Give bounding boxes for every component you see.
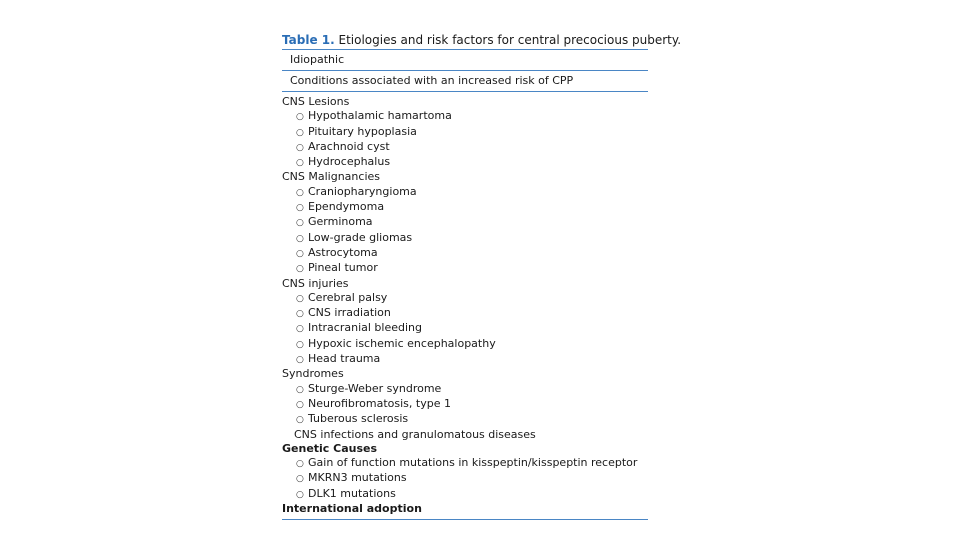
circle-bullet-icon: ○ bbox=[296, 158, 304, 169]
list-item: ○ Arachnoid cyst bbox=[282, 140, 648, 155]
circle-bullet-icon: ○ bbox=[296, 127, 304, 138]
list-item: ○ Craniopharyngioma bbox=[282, 185, 648, 200]
circle-bullet-icon: ○ bbox=[296, 112, 304, 123]
table-bottom-rule bbox=[282, 519, 648, 520]
list-item: ○ Astrocytoma bbox=[282, 246, 648, 261]
list-item: ○ Neurofibromatosis, type 1 bbox=[282, 397, 648, 412]
list-item: ○ Hydrocephalus bbox=[282, 155, 648, 170]
list-item: ○ Gain of function mutations in kisspeptin/kisspeptin receptor bbox=[282, 456, 648, 471]
list-item: ○ MKRN3 mutations bbox=[282, 471, 648, 486]
list-item: ○ Ependymoma bbox=[282, 200, 648, 215]
category-genetic-causes: Genetic Causes bbox=[282, 441, 378, 455]
circle-bullet-icon: ○ bbox=[296, 355, 304, 366]
category-syndromes: Syndromes bbox=[282, 367, 344, 381]
circle-bullet-icon: ○ bbox=[296, 474, 304, 485]
list-item: ○ Hypothalamic hamartoma bbox=[282, 109, 648, 124]
circle-bullet-icon: ○ bbox=[296, 293, 304, 304]
circle-bullet-icon: ○ bbox=[296, 248, 304, 259]
category-cns-lesions: CNS Lesions bbox=[282, 95, 350, 108]
circle-bullet-icon: ○ bbox=[296, 339, 304, 350]
circle-bullet-icon: ○ bbox=[296, 384, 304, 395]
list-item: ○ DLK1 mutations bbox=[282, 487, 648, 502]
circle-bullet-icon: ○ bbox=[296, 324, 304, 335]
circle-bullet-icon: ○ bbox=[296, 309, 304, 320]
list-item: ○ Intracranial bleeding bbox=[282, 321, 648, 336]
list-item: ○ Pineal tumor bbox=[282, 261, 648, 276]
circle-bullet-icon: ○ bbox=[296, 218, 304, 229]
list-item: ○ Sturge-Weber syndrome bbox=[282, 382, 648, 397]
circle-bullet-icon: ○ bbox=[296, 415, 304, 426]
circle-bullet-icon: ○ bbox=[296, 264, 304, 275]
conditions-list bbox=[282, 92, 648, 519]
row-conditions: Conditions associated with an increased risk of CPP bbox=[290, 74, 574, 87]
category-international-adoption: International adoption bbox=[282, 502, 422, 516]
etiology-table bbox=[282, 32, 682, 520]
table-caption bbox=[282, 32, 682, 49]
table-caption-label: Table 1. bbox=[282, 33, 335, 47]
circle-bullet-icon: ○ bbox=[296, 489, 304, 500]
table-caption-text: Etiologies and risk factors for central precocious puberty. bbox=[334, 33, 682, 47]
category-cns-injuries: CNS injuries bbox=[282, 276, 349, 290]
circle-bullet-icon: ○ bbox=[296, 399, 304, 410]
circle-bullet-icon: ○ bbox=[296, 233, 304, 244]
circle-bullet-icon: ○ bbox=[296, 203, 304, 214]
list-item: ○ Head trauma bbox=[282, 352, 648, 367]
list-item: ○ Low-grade gliomas bbox=[282, 231, 648, 246]
list-item: ○ Pituitary hypoplasia bbox=[282, 125, 648, 140]
list-item: ○ Hypoxic ischemic encephalopathy bbox=[282, 337, 648, 352]
list-item: ○ CNS irradiation bbox=[282, 306, 648, 321]
list-item: ○ Tuberous sclerosis bbox=[282, 412, 648, 427]
category-cns-malignancies: CNS Malignancies bbox=[282, 170, 381, 184]
circle-bullet-icon: ○ bbox=[296, 142, 304, 153]
row-idiopathic: Idiopathic bbox=[290, 53, 345, 66]
circle-bullet-icon: ○ bbox=[296, 187, 304, 198]
circle-bullet-icon: ○ bbox=[296, 459, 304, 470]
list-item: ○ Cerebral palsy bbox=[282, 291, 648, 306]
list-item: ○ Germinoma bbox=[282, 215, 648, 230]
category-cns-infections: CNS infections and granulomatous diseases bbox=[294, 427, 536, 441]
